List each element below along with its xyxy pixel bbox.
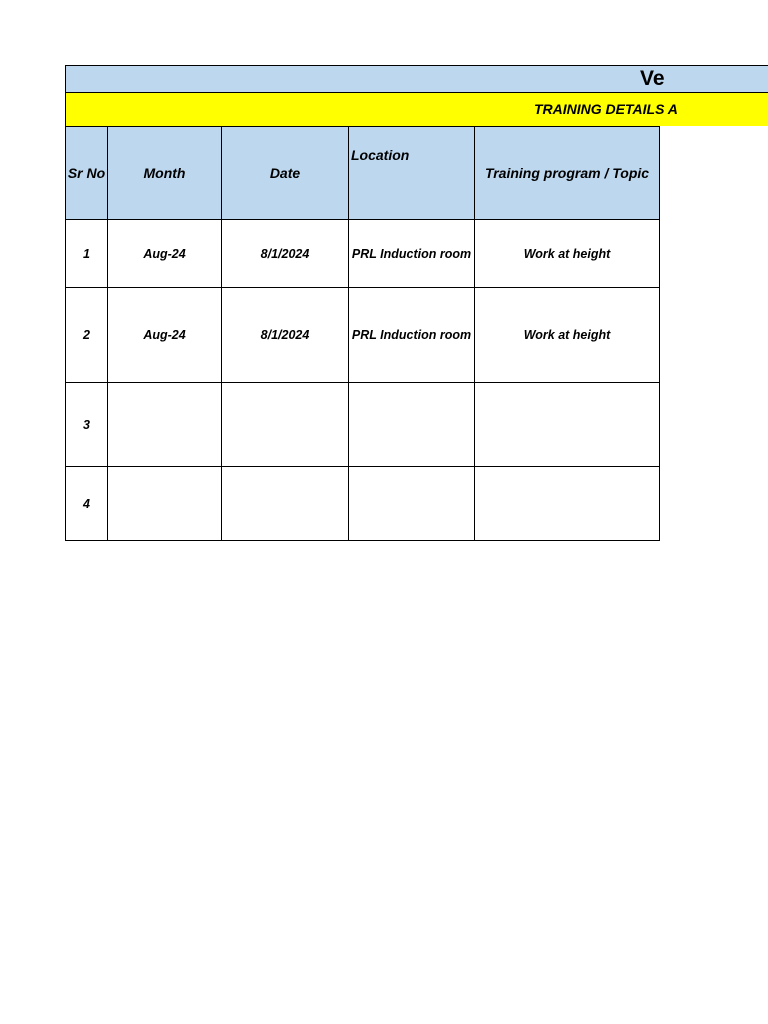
subtitle-band xyxy=(65,92,768,126)
table-header-row xyxy=(66,127,660,220)
header-date: Date xyxy=(222,127,349,220)
header-month: Month xyxy=(108,127,222,220)
cell-date[interactable]: 8/1/2024 xyxy=(222,220,349,288)
table-row xyxy=(66,383,660,467)
cell-topic[interactable]: Work at height xyxy=(475,288,660,383)
cell-sr-no[interactable]: 4 xyxy=(66,467,108,541)
cell-sr-no[interactable]: 3 xyxy=(66,383,108,467)
sheet-subtitle: TRAINING DETAILS A xyxy=(534,101,678,117)
cell-topic[interactable]: Work at height xyxy=(475,220,660,288)
cell-month[interactable] xyxy=(108,383,222,467)
header-location: Location xyxy=(349,127,475,220)
cell-month[interactable] xyxy=(108,467,222,541)
cell-topic[interactable] xyxy=(475,467,660,541)
cell-location[interactable] xyxy=(349,467,475,541)
cell-date[interactable] xyxy=(222,383,349,467)
cell-month[interactable]: Aug-24 xyxy=(108,220,222,288)
sheet-title: Ve xyxy=(640,67,665,90)
title-band xyxy=(65,65,768,92)
cell-date[interactable]: 8/1/2024 xyxy=(222,288,349,383)
cell-sr-no[interactable]: 1 xyxy=(66,220,108,288)
table-row xyxy=(66,467,660,541)
cell-location[interactable] xyxy=(349,383,475,467)
table-row xyxy=(66,220,660,288)
training-table xyxy=(65,126,660,541)
cell-date[interactable] xyxy=(222,467,349,541)
cell-month[interactable]: Aug-24 xyxy=(108,288,222,383)
header-sr-no: Sr No xyxy=(66,127,108,220)
cell-topic[interactable] xyxy=(475,383,660,467)
cell-location[interactable]: PRL Induction room xyxy=(349,288,475,383)
table-row xyxy=(66,288,660,383)
header-topic: Training program / Topic xyxy=(475,127,660,220)
cell-sr-no[interactable]: 2 xyxy=(66,288,108,383)
cell-location[interactable]: PRL Induction room xyxy=(349,220,475,288)
